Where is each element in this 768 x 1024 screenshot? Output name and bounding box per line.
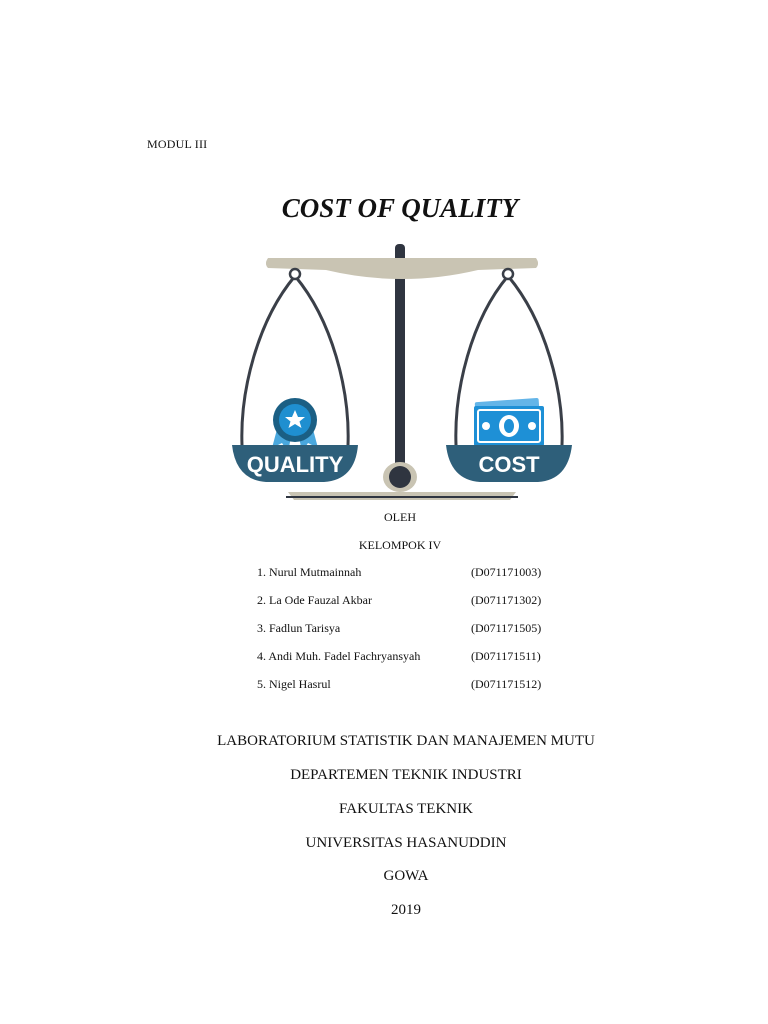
city-name: GOWA [383,868,429,884]
university-name: UNIVERSITAS HASANUDDIN [305,835,507,851]
member-name: 4. Andi Muh. Fadel Fachryansyah [257,649,421,663]
money-stack-icon [474,398,544,446]
module-label: MODUL III [147,137,208,151]
member-row [257,621,577,649]
page-title: COST OF QUALITY [281,193,519,223]
member-id: (D071171511) [471,649,541,663]
member-name: 2. La Ode Fauzal Akbar [257,593,372,607]
member-name: 1. Nurul Mutmainnah [257,565,362,579]
year: 2019 [391,902,421,918]
award-ribbon-icon [272,398,318,452]
member-row [257,593,577,621]
quality-pan-label: QUALITY [246,452,344,477]
member-name: 3. Fadlun Tarisya [257,621,341,635]
department-name: DEPARTEMEN TEKNIK INDUSTRI [290,767,522,783]
member-id: (D071171505) [471,621,542,635]
balance-scale-illustration [228,240,576,504]
group-label: KELOMPOK IV [358,538,442,552]
member-row [257,677,577,705]
member-id: (D071171003) [471,565,542,579]
scale-beam [266,258,538,279]
right-hook [503,269,513,279]
member-id: (D071171512) [471,677,542,691]
faculty-name: FAKULTAS TEKNIK [339,801,473,817]
member-list [257,565,577,705]
left-hook [290,269,300,279]
lab-name: LABORATORIUM STATISTIK DAN MANAJEMEN MUTU [217,733,595,749]
member-name: 5. Nigel Hasrul [257,677,331,691]
member-id: (D071171302) [471,593,542,607]
member-row [257,565,577,593]
member-row [257,649,577,677]
by-label: OLEH [384,510,416,524]
cost-pan-label: COST [478,452,540,477]
